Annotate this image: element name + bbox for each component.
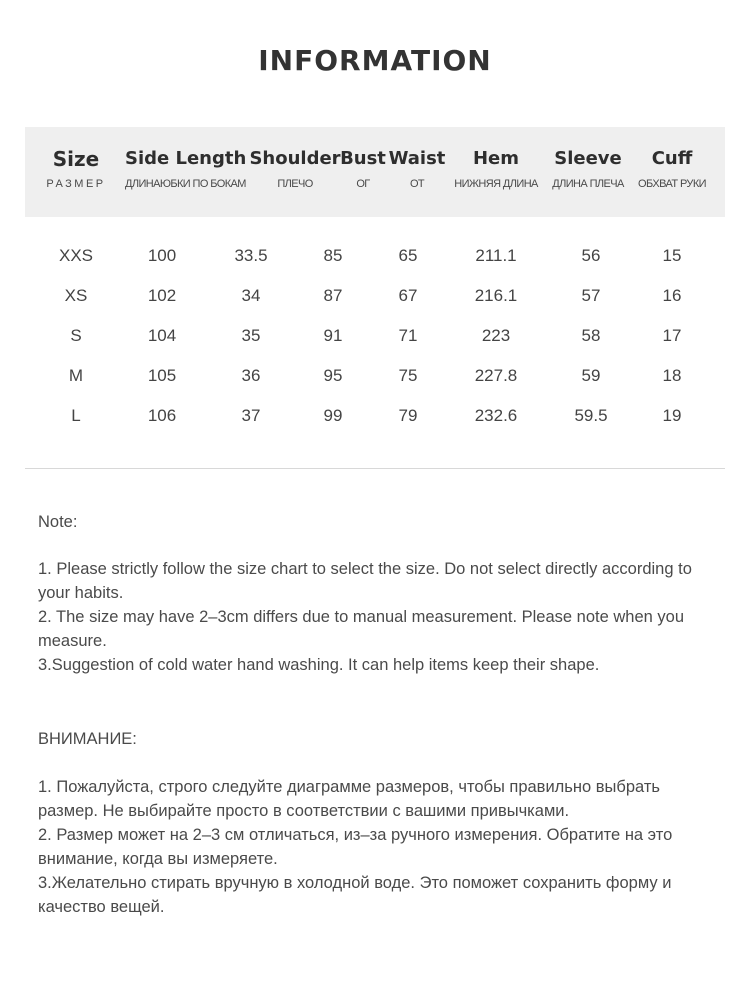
table-cell-cuff: 18 [662,366,682,385]
note-heading-ru [38,727,718,751]
table-cell-shoulder: 36 [241,366,261,385]
note-item-en: 1. Please strictly follow the size chart to select the size. Do not select directly according to your habits. [38,560,692,602]
table-cell-waist: 79 [398,406,418,425]
table-cell-bust: 87 [323,286,343,305]
table-cell-waist: 71 [398,326,418,345]
table-cell-side-length: 102 [147,286,177,305]
table-row-m [0,360,750,400]
table-cell-cuff: 16 [662,286,682,305]
header-size-en: Size [52,147,100,171]
table-cell-side-length: 105 [147,366,177,385]
note-item-ru: 1. Пожалуйста, строго следуйте диаграмме размеров, чтобы правильно выбрать размер. Не выбирайте просто в соответствии с вашими привычками. [38,778,660,820]
table-row-xs [0,280,750,320]
table-cell-shoulder: 37 [241,406,261,425]
table-cell-sleeve: 58 [581,326,601,345]
header-sleeve-ru: ДЛИНА ПЛЕЧА [552,178,624,190]
section-divider [25,468,725,469]
header-cuff-ru: ОБХВАТ РУКИ [638,178,706,190]
note-item-ru: 3.Желательно стирать вручную в холодной воде. Это поможет сохранить форму и качество вещей. [38,874,672,916]
header-side-length-ru: ДЛИНАЮБКИ ПО БОКАМ [125,178,246,190]
header-bust-ru: ОГ [356,178,370,190]
note-list-en [38,557,718,677]
note-list-ru [38,775,718,919]
table-cell-side-length: 104 [147,326,177,345]
table-cell-side-length: 100 [147,246,177,265]
table-cell-sleeve: 59 [581,366,601,385]
table-row-xxs [0,240,750,280]
table-cell-waist: 67 [398,286,418,305]
table-cell-bust: 91 [323,326,343,345]
header-hem-ru: НИЖНЯЯ ДЛИНА [454,178,538,190]
table-cell-shoulder: 34 [241,286,261,305]
header-cuff-en: Cuff [651,148,693,169]
header-side-length-en: Side Length [125,148,247,169]
table-cell-sleeve: 57 [581,286,601,305]
note-heading-en [38,510,718,534]
table-cell-size: XS [64,286,88,305]
header-waist-en: Waist [388,148,446,169]
table-cell-hem: 216.1 [474,286,518,305]
table-cell-shoulder: 35 [241,326,261,345]
table-cell-size: L [71,406,81,425]
header-shoulder-ru: ПЛЕЧО [277,178,313,190]
table-cell-bust: 95 [323,366,343,385]
table-cell-shoulder: 33.5 [234,246,268,265]
table-cell-cuff: 17 [662,326,682,345]
note-heading-en-text: Note: [38,513,78,531]
table-cell-hem: 211.1 [475,246,517,265]
note-item-ru: 2. Размер может на 2–3 см отличаться, из–за ручного измерения. Обратите на это внимание, когда вы измеряете. [38,826,673,868]
note-item-en: 3.Suggestion of cold water hand washing. It can help items keep their shape. [38,656,600,674]
table-cell-size: XXS [58,246,94,265]
size-table-body [0,240,750,440]
table-cell-sleeve: 59.5 [574,406,608,425]
page-title: INFORMATION [258,44,492,77]
table-cell-cuff: 19 [662,406,682,425]
table-cell-size: S [70,326,82,345]
note-item-en: 2. The size may have 2–3cm differs due to manual measurement. Please note when you measure. [38,608,685,650]
header-hem-en: Hem [472,148,520,169]
table-cell-sleeve: 56 [581,246,601,265]
header-waist-ru: ОТ [409,178,425,190]
table-row-s [0,320,750,360]
header-shoulder-en: Shoulder [249,148,341,169]
header-sleeve-en: Sleeve [554,148,622,169]
table-cell-hem: 232.6 [474,406,518,425]
table-cell-hem: 223 [481,326,511,345]
note-heading-ru-text: ВНИМАНИЕ: [38,730,137,748]
table-cell-bust: 99 [323,406,343,425]
table-cell-hem: 227.8 [474,366,518,385]
table-cell-cuff: 15 [662,246,682,265]
table-row-l [0,400,750,440]
table-cell-waist: 65 [398,246,418,265]
header-bust-en: Bust [340,148,386,169]
table-cell-size: M [68,366,84,385]
size-table-header [25,127,725,217]
table-cell-side-length: 106 [147,406,177,425]
table-cell-waist: 75 [398,366,418,385]
table-cell-bust: 85 [323,246,343,265]
header-size-ru: РАЗМЕР [46,178,106,190]
